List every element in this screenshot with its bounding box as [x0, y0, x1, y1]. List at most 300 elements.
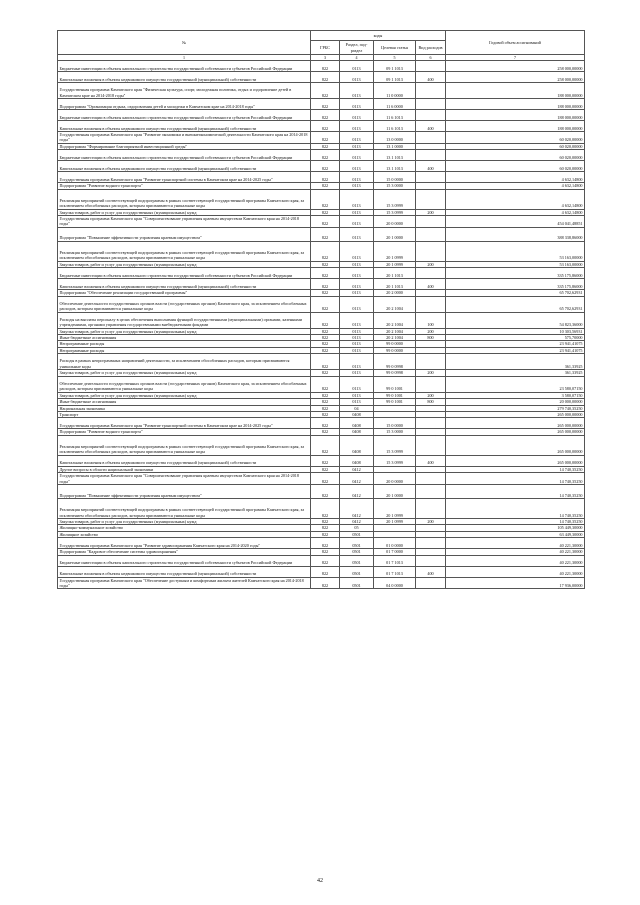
table-row: [58, 132, 585, 144]
row-total: 20 000,00000: [446, 399, 585, 405]
row-exp-type: 200: [416, 518, 446, 524]
row-name: Государственная программа Камчатского края "Развитие экономики и внешнеэкономической деятельности Камчатского края на 2014-2018 годы": [58, 132, 311, 144]
row-exp-type: 400: [416, 279, 446, 290]
row-name: Государственная программа Камчатского края "Совершенствование управления краевым имуществом Камчатского края на 2014-2018 годы": [58, 473, 311, 485]
row-name: Государственная программа Камчатского края "Совершенствование управления краевым имуществом Камчатского края на 2014-2018 годы": [58, 216, 311, 228]
row-name: Капитальные вложения в объекты недвижимого имущества государственной (муниципальной) собственности: [58, 455, 311, 466]
row-total: 388 338,86000: [446, 227, 585, 241]
table-row: [58, 312, 585, 328]
row-total: 54 823,36000: [446, 312, 585, 328]
row-exp-type: [416, 150, 446, 161]
table-row: [58, 484, 585, 498]
table-row: [58, 72, 585, 83]
row-section: 0113: [340, 216, 374, 228]
row-grbs: 822: [311, 335, 340, 341]
row-exp-type: [416, 555, 446, 566]
row-name: Подпрограмма "Кадровое обеспечение системы здравоохранения": [58, 549, 311, 555]
row-target: 99 0 0000: [374, 341, 416, 347]
row-total: 188 000,00000: [446, 121, 585, 132]
row-name: Иные бюджетные ассигнования: [58, 335, 311, 341]
table-row: [58, 189, 585, 209]
row-name: Капитальные вложения в объекты недвижимого имущества государственной (муниципальной) собственности: [58, 121, 311, 132]
row-exp-type: 200: [416, 261, 446, 267]
row-name: Капитальные вложения в объекты недвижимого имущества государственной (муниципальной) собственности: [58, 72, 311, 83]
table-row: [58, 216, 585, 228]
row-total: 265 000,00000: [446, 435, 585, 455]
table-row: [58, 555, 585, 566]
row-exp-type: 800: [416, 335, 446, 341]
table-row: [58, 538, 585, 549]
row-section: 0408: [340, 435, 374, 455]
row-section: 0113: [340, 132, 374, 144]
row-total: 361,33925: [446, 370, 585, 376]
table-row: [58, 99, 585, 110]
row-name: Непрограммные расходы: [58, 341, 311, 347]
row-name: Другие вопросы в области национальной экономики: [58, 466, 311, 472]
table-row: [58, 354, 585, 370]
header-target: Целевая статья: [374, 41, 416, 55]
header-section: Раздел, под-раздел: [340, 41, 374, 55]
row-target: 20 1 1013: [374, 268, 416, 279]
row-section: 0113: [340, 161, 374, 172]
row-exp-type: [416, 498, 446, 518]
row-target: 20 2 1004: [374, 312, 416, 328]
row-grbs: 822: [311, 525, 340, 531]
row-grbs: 822: [311, 498, 340, 518]
row-section: 0113: [340, 354, 374, 370]
row-exp-type: [416, 473, 446, 485]
col-number-3: 3: [311, 55, 340, 61]
row-total: 60 020,00000: [446, 132, 585, 144]
row-name: Подпрограмма "Обеспечение реализации государственной программы": [58, 290, 311, 296]
row-section: 0412: [340, 498, 374, 518]
row-total: 188 000,00000: [446, 83, 585, 99]
row-target: 15 0 0000: [374, 418, 416, 429]
table-row: [58, 110, 585, 121]
row-section: 0408: [340, 455, 374, 466]
row-section: 0113: [340, 227, 374, 241]
row-name: Расходы на выплаты персоналу в целях обеспечения выполнения функций государственными (муниципальными) органами, казенными учреждениями, органами управления государственными внебюджетными фондами: [58, 312, 311, 328]
row-section: 0113: [340, 150, 374, 161]
row-total: 105 449,30000: [446, 525, 585, 531]
row-name: Подпрограмма "Повышение эффективности управления краевым имуществом": [58, 227, 311, 241]
row-exp-type: [416, 189, 446, 209]
row-name: Закупка товаров, работ и услуг для государственных (муниципальных) нужд: [58, 328, 311, 334]
row-name: Закупка товаров, работ и услуг для государственных (муниципальных) нужд: [58, 261, 311, 267]
row-name: Капитальные вложения в объекты недвижимого имущества государственной (муниципальной) собственности: [58, 279, 311, 290]
row-exp-type: [416, 577, 446, 589]
row-total: 454 041,48851: [446, 216, 585, 228]
table-row: [58, 418, 585, 429]
row-name: Государственная программа Камчатского края "Развитие здравоохранения Камчатского края на 2014-2020 годы": [58, 538, 311, 549]
row-total: 258 000,00000: [446, 72, 585, 83]
row-section: 0501: [340, 577, 374, 589]
row-grbs: 822: [311, 261, 340, 267]
row-exp-type: 200: [416, 328, 446, 334]
row-section: 0113: [340, 347, 374, 353]
row-section: 0113: [340, 290, 374, 296]
row-name: Реализация мероприятий соответствующей подпрограммы в рамках соответствующей государственной программы Камчатского края, за исключением обособленных расходов, которым присваиваются уникальные коды: [58, 189, 311, 209]
table-row: [58, 83, 585, 99]
row-grbs: 822: [311, 455, 340, 466]
row-exp-type: 100: [416, 312, 446, 328]
table-row: [58, 473, 585, 485]
row-grbs: 822: [311, 61, 340, 72]
row-name: Подпрограмма "Организация отдыха, оздоровления детей и молодежи в Камчатском крае на 2014-2018 годы": [58, 99, 311, 110]
row-section: 0501: [340, 549, 374, 555]
row-grbs: 822: [311, 429, 340, 435]
row-name: Бюджетные инвестиции в объекты капитального строительства государственной собственности субъектов Российской Федерации: [58, 268, 311, 279]
row-total: 14 740,35250: [446, 466, 585, 472]
row-exp-type: 400: [416, 455, 446, 466]
row-target: 20 0 0000: [374, 473, 416, 485]
row-total: 14 740,35250: [446, 518, 585, 524]
row-name: Иные бюджетные ассигнования: [58, 399, 311, 405]
row-total: 188 000,00000: [446, 110, 585, 121]
row-exp-type: 200: [416, 209, 446, 215]
table-row: [58, 498, 585, 518]
col-number-4: 4: [340, 55, 374, 61]
row-grbs: 822: [311, 347, 340, 353]
row-target: 20 2 0000: [374, 290, 416, 296]
row-exp-type: 200: [416, 370, 446, 376]
row-section: 0113: [340, 328, 374, 334]
table-row: [58, 150, 585, 161]
row-grbs: 822: [311, 132, 340, 144]
row-section: 04: [340, 405, 374, 411]
row-name: Реализация мероприятий соответствующей подпрограммы в рамках соответствующей государственной программы Камчатского края, за исключением обособленных расходов, которым присваиваются уникальные коды: [58, 241, 311, 261]
row-total: 63 449,30000: [446, 531, 585, 537]
row-name: Национальная экономика: [58, 405, 311, 411]
row-grbs: 822: [311, 549, 340, 555]
row-target: 99 0 0998: [374, 370, 416, 376]
row-target: 04 0 0000: [374, 577, 416, 589]
table-row: [58, 268, 585, 279]
row-exp-type: 200: [416, 392, 446, 398]
row-section: 0113: [340, 268, 374, 279]
row-section: 0113: [340, 312, 374, 328]
row-grbs: 822: [311, 121, 340, 132]
row-section: 0113: [340, 183, 374, 189]
row-target: 99 0 1001: [374, 399, 416, 405]
row-section: 0113: [340, 99, 374, 110]
row-grbs: 822: [311, 172, 340, 183]
row-section: 0113: [340, 121, 374, 132]
row-grbs: 822: [311, 484, 340, 498]
row-total: 4 632,14800: [446, 209, 585, 215]
row-section: 0113: [340, 392, 374, 398]
row-total: 23 580,07150: [446, 376, 585, 392]
row-target: 20 1 0999: [374, 518, 416, 524]
row-target: 11 6 0000: [374, 99, 416, 110]
header-number: №: [58, 31, 311, 55]
row-grbs: 822: [311, 183, 340, 189]
row-exp-type: [416, 83, 446, 99]
budget-table-sheet: [57, 30, 584, 589]
row-total: 335 175,86000: [446, 268, 585, 279]
row-target: 20 1 0999: [374, 241, 416, 261]
table-row: [58, 227, 585, 241]
row-total: 23 941,41075: [446, 347, 585, 353]
row-target: 01 7 1013: [374, 566, 416, 577]
row-name: Государственная программа Камчатского края "Развитие транспортной системы в Камчатском крае на 2014-2025 годы": [58, 172, 311, 183]
col-number-5: 5: [374, 55, 416, 61]
row-total: 4 632,14800: [446, 189, 585, 209]
row-grbs: 822: [311, 216, 340, 228]
row-total: 53 163,00000: [446, 261, 585, 267]
row-total: 188 000,00000: [446, 99, 585, 110]
row-total: 258 000,00000: [446, 61, 585, 72]
row-name: Закупка товаров, работ и услуг для государственных (муниципальных) нужд: [58, 518, 311, 524]
row-exp-type: [416, 268, 446, 279]
row-section: 0113: [340, 341, 374, 347]
row-total: 40 221,30000: [446, 555, 585, 566]
row-total: 65 702,62931: [446, 296, 585, 312]
row-total: 60 020,00000: [446, 143, 585, 149]
row-section: 0113: [340, 209, 374, 215]
row-target: 09 1 1013: [374, 72, 416, 83]
table-row: [58, 577, 585, 589]
row-section: 0501: [340, 538, 374, 549]
row-exp-type: [416, 241, 446, 261]
row-name: Бюджетные инвестиции в объекты капитального строительства государственной собственности субъектов Российской Федерации: [58, 150, 311, 161]
row-name: Закупка товаров, работ и услуг для государственных (муниципальных) нужд: [58, 209, 311, 215]
row-name: Капитальные вложения в объекты недвижимого имущества государственной (муниципальной) собственности: [58, 161, 311, 172]
row-grbs: 822: [311, 577, 340, 589]
row-total: 361,33925: [446, 354, 585, 370]
row-target: 01 0 0000: [374, 538, 416, 549]
row-grbs: 822: [311, 161, 340, 172]
row-target: 15 3 0999: [374, 435, 416, 455]
row-target: 15 3 0999: [374, 209, 416, 215]
row-target: 13 0 0000: [374, 132, 416, 144]
col-number-6: 6: [416, 55, 446, 61]
table-row: [58, 455, 585, 466]
row-grbs: 822: [311, 466, 340, 472]
row-grbs: 822: [311, 435, 340, 455]
row-section: 0113: [340, 261, 374, 267]
row-grbs: 822: [311, 538, 340, 549]
table-row: [58, 121, 585, 132]
row-section: 0113: [340, 72, 374, 83]
header-grbs: ГРБС: [311, 41, 340, 55]
row-section: 0412: [340, 518, 374, 524]
row-grbs: 822: [311, 392, 340, 398]
row-total: 265 000,00000: [446, 429, 585, 435]
row-grbs: 822: [311, 473, 340, 485]
row-exp-type: 400: [416, 72, 446, 83]
row-target: 11 6 1013: [374, 121, 416, 132]
row-section: 0113: [340, 399, 374, 405]
header-exp-type: Вид расходов: [416, 41, 446, 55]
row-name: Подпрограмма "Повышение эффективности управления краевым имуществом": [58, 484, 311, 498]
row-exp-type: [416, 484, 446, 498]
row-name: Непрограммные расходы: [58, 347, 311, 353]
row-name: Подпрограмма "Формирование благоприятной инвестиционной среды": [58, 143, 311, 149]
table-row: [58, 435, 585, 455]
row-grbs: 822: [311, 354, 340, 370]
row-target: 13 1 0000: [374, 143, 416, 149]
row-name: Государственная программа Камчатского края "Обеспечение доступным и комфортным жильем жителей Камчатского края на 2014-2018 годы": [58, 577, 311, 589]
row-target: 20 2 1004: [374, 328, 416, 334]
row-name: Жилищно-коммунальное хозяйство: [58, 525, 311, 531]
row-name: Государственная программа Камчатского края "Физическая культура, спорт, молодежная политика, отдых и оздоровление детей в Камчатском крае на 2014-2018 годы": [58, 83, 311, 99]
row-total: 23 941,41075: [446, 341, 585, 347]
row-target: 20 1 0999: [374, 498, 416, 518]
row-target: 13 1 1013: [374, 161, 416, 172]
row-section: 0113: [340, 143, 374, 149]
row-total: 40 221,30000: [446, 538, 585, 549]
row-grbs: 822: [311, 241, 340, 261]
row-grbs: 822: [311, 405, 340, 411]
row-total: 60 020,00000: [446, 161, 585, 172]
row-name: Закупка товаров, работ и услуг для государственных (муниципальных) нужд: [58, 392, 311, 398]
header-total: Годовой объем ассигнований: [446, 31, 585, 55]
row-section: 0408: [340, 418, 374, 429]
row-exp-type: [416, 99, 446, 110]
table-header: [58, 31, 585, 61]
row-target: 20 1 0999: [374, 261, 416, 267]
row-section: 0113: [340, 61, 374, 72]
row-total: 40 221,30000: [446, 566, 585, 577]
row-grbs: 822: [311, 189, 340, 209]
row-section: 0113: [340, 110, 374, 121]
row-grbs: 822: [311, 290, 340, 296]
row-section: 0113: [340, 376, 374, 392]
row-exp-type: [416, 227, 446, 241]
row-name: Обеспечение деятельности государственных органов власти (государственных органов) Камчатского края, за исключением обособленных расходов, которым присваиваются уникальные коды: [58, 376, 311, 392]
page-number: 42: [317, 878, 323, 884]
row-grbs: 822: [311, 341, 340, 347]
row-grbs: 822: [311, 370, 340, 376]
row-section: 0113: [340, 279, 374, 290]
row-name: Транспорт: [58, 411, 311, 417]
row-name: Бюджетные инвестиции в объекты капитального строительства государственной собственности субъектов Российской Федерации: [58, 110, 311, 121]
row-grbs: 822: [311, 376, 340, 392]
row-section: 0113: [340, 83, 374, 99]
row-name: Реализация мероприятий соответствующей подпрограммы в рамках соответствующей государственной программы Камчатского края, за исключением обособленных расходов, которым присваиваются уникальные коды: [58, 498, 311, 518]
row-name: Подпрограмма "Развитие водного транспорта": [58, 183, 311, 189]
col-number-7: 7: [446, 55, 585, 61]
row-grbs: 822: [311, 279, 340, 290]
row-grbs: 822: [311, 72, 340, 83]
row-exp-type: 800: [416, 399, 446, 405]
row-grbs: 822: [311, 411, 340, 417]
row-exp-type: [416, 376, 446, 392]
table-row: [58, 566, 585, 577]
table-row: [58, 172, 585, 183]
row-target: 13 1 1013: [374, 150, 416, 161]
row-section: 0501: [340, 555, 374, 566]
row-target: 01 7 1013: [374, 555, 416, 566]
row-exp-type: [416, 172, 446, 183]
row-total: 4 632,14800: [446, 183, 585, 189]
row-section: 0412: [340, 466, 374, 472]
row-section: 0501: [340, 531, 374, 537]
row-grbs: 822: [311, 268, 340, 279]
row-total: 10 303,56931: [446, 328, 585, 334]
row-total: 279 740,35250: [446, 405, 585, 411]
row-grbs: 822: [311, 531, 340, 537]
row-section: 0113: [340, 296, 374, 312]
row-target: 99 0 0998: [374, 354, 416, 370]
col-number-1: 1: [58, 55, 311, 61]
table-row: [58, 241, 585, 261]
row-exp-type: [416, 418, 446, 429]
row-grbs: 822: [311, 312, 340, 328]
row-grbs: 822: [311, 99, 340, 110]
row-target: 99 0 0000: [374, 347, 416, 353]
row-section: 0113: [340, 370, 374, 376]
row-exp-type: [416, 61, 446, 72]
row-section: 0501: [340, 566, 374, 577]
row-target: 01 7 0000: [374, 549, 416, 555]
row-total: 335 175,86000: [446, 279, 585, 290]
row-total: 14 740,35250: [446, 473, 585, 485]
row-total: 60 020,00000: [446, 150, 585, 161]
row-name: Бюджетные инвестиции в объекты капитального строительства государственной собственности субъектов Российской Федерации: [58, 61, 311, 72]
row-section: 05: [340, 525, 374, 531]
row-exp-type: [416, 435, 446, 455]
row-grbs: 822: [311, 296, 340, 312]
row-total: 14 740,35250: [446, 498, 585, 518]
row-total: 4 632,14800: [446, 172, 585, 183]
row-name: Подпрограмма "Развитие водного транспорта": [58, 429, 311, 435]
row-grbs: 822: [311, 143, 340, 149]
row-target: 99 0 1001: [374, 392, 416, 398]
row-target: 11 0 0000: [374, 83, 416, 99]
row-grbs: 822: [311, 150, 340, 161]
row-exp-type: 400: [416, 161, 446, 172]
row-total: 40 221,30000: [446, 549, 585, 555]
row-section: 0412: [340, 473, 374, 485]
row-target: 20 1 0000: [374, 484, 416, 498]
row-target: 20 1 1013: [374, 279, 416, 290]
row-grbs: 822: [311, 418, 340, 429]
row-section: 0113: [340, 172, 374, 183]
row-grbs: 822: [311, 555, 340, 566]
table-row: [58, 61, 585, 72]
row-total: 265 000,00000: [446, 411, 585, 417]
row-target: 15 3 0999: [374, 189, 416, 209]
row-grbs: 822: [311, 328, 340, 334]
row-section: 0408: [340, 429, 374, 435]
row-name: Жилищное хозяйство: [58, 531, 311, 537]
table-body: [58, 61, 585, 589]
row-total: 17 936,00000: [446, 577, 585, 589]
row-target: 15 3 0999: [374, 455, 416, 466]
row-exp-type: 400: [416, 121, 446, 132]
row-target: 09 1 1013: [374, 61, 416, 72]
row-target: 15 0 0000: [374, 172, 416, 183]
table-row: [58, 161, 585, 172]
row-name: Бюджетные инвестиции в объекты капитального строительства государственной собственности субъектов Российской Федерации: [58, 555, 311, 566]
row-total: 265 000,00000: [446, 455, 585, 466]
row-exp-type: [416, 296, 446, 312]
row-grbs: 822: [311, 209, 340, 215]
row-target: 20 1 0000: [374, 227, 416, 241]
row-grbs: 822: [311, 399, 340, 405]
row-section: 0113: [340, 189, 374, 209]
row-name: Капитальные вложения в объекты недвижимого имущества государственной (муниципальной) собственности: [58, 566, 311, 577]
row-grbs: 822: [311, 518, 340, 524]
row-total: 575,70000: [446, 335, 585, 341]
row-exp-type: [416, 538, 446, 549]
row-name: Расходы в рамках непрограммных направлений деятельности, за исключением обособленных расходов, которым присваиваются уникальные коды: [58, 354, 311, 370]
row-name: Обеспечение деятельности государственных органов власти (государственных органов) Камчатского края, за исключением обособленных расходов, которым присваиваются уникальные коды: [58, 296, 311, 312]
row-exp-type: [416, 110, 446, 121]
row-total: 65 702,62931: [446, 290, 585, 296]
